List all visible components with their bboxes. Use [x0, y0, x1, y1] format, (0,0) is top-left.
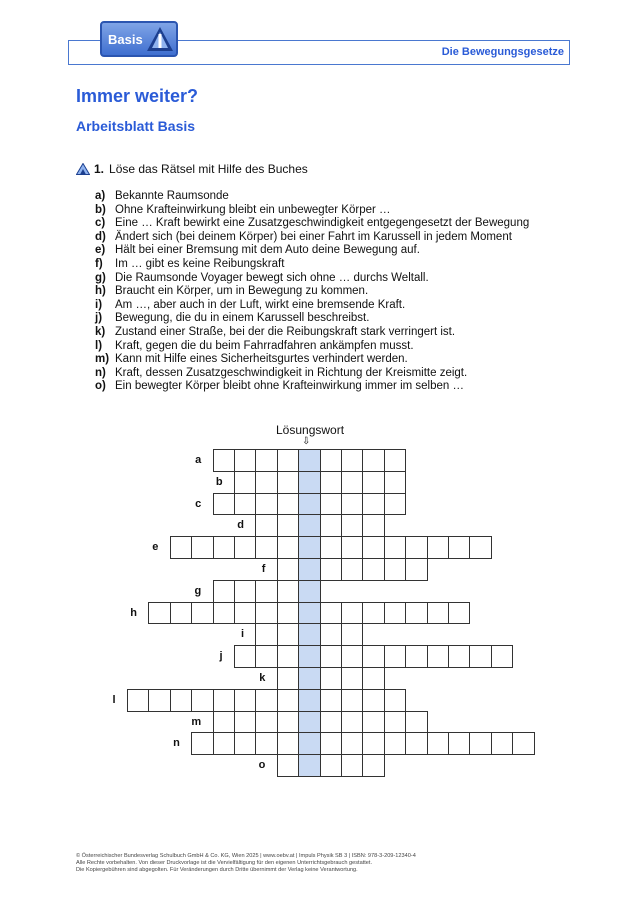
- crossword-cell[interactable]: [384, 711, 406, 734]
- crossword-cell[interactable]: [405, 645, 427, 668]
- triangle-logo-icon: [146, 26, 174, 52]
- clue-item: [95, 380, 529, 394]
- row-label: i: [240, 628, 244, 641]
- solution-cell[interactable]: [298, 493, 320, 516]
- clue-letter: k): [95, 325, 106, 338]
- crossword-cell[interactable]: [191, 689, 213, 712]
- solution-cell[interactable]: [298, 689, 320, 712]
- crossword-cell[interactable]: [448, 645, 470, 668]
- solution-cell[interactable]: [298, 754, 320, 777]
- crossword-cell[interactable]: [320, 623, 342, 646]
- crossword-cell[interactable]: [384, 449, 406, 472]
- arrow-down-icon: ⇩: [302, 436, 311, 447]
- crossword-cell[interactable]: [191, 732, 213, 755]
- clue-item: [95, 204, 529, 218]
- crossword-cell[interactable]: [362, 602, 384, 625]
- crossword-cell[interactable]: [277, 667, 299, 690]
- footer-line: Alle Rechte vorbehalten. Von dieser Druckvorlage ist die Vervielfältigung für den eigenen Unterrichtsgebrauch gestattet.: [76, 860, 373, 866]
- clue-letter: n): [95, 366, 106, 379]
- crossword-cell[interactable]: [277, 558, 299, 581]
- solution-cell[interactable]: [298, 536, 320, 559]
- clue-text: Ändert sich (bei deinem Körper) bei einer Fahrt im Karussell in jedem Moment: [115, 230, 512, 243]
- crossword-cell[interactable]: [320, 645, 342, 668]
- crossword-cell[interactable]: [427, 602, 449, 625]
- crossword-cell[interactable]: [255, 623, 277, 646]
- clue-text: Zustand einer Straße, bei der die Reibungskraft stark verringert ist.: [115, 325, 456, 338]
- crossword-cell[interactable]: [341, 732, 363, 755]
- footer: [76, 853, 416, 874]
- crossword-cell[interactable]: [255, 471, 277, 494]
- clue-item: [95, 217, 529, 231]
- clue-text: Ein bewegter Körper bleibt ohne Krafteinwirkung immer im selben …: [115, 380, 464, 393]
- clue-letter: b): [95, 203, 106, 216]
- solution-cell[interactable]: [298, 580, 320, 603]
- crossword-cell[interactable]: [320, 558, 342, 581]
- solution-cell[interactable]: [298, 471, 320, 494]
- crossword-cell[interactable]: [213, 580, 235, 603]
- crossword-cell[interactable]: [341, 754, 363, 777]
- crossword-cell[interactable]: [234, 602, 256, 625]
- solution-word-label: Lösungswort: [276, 423, 345, 437]
- crossword-cell[interactable]: [362, 558, 384, 581]
- crossword-cell[interactable]: [384, 493, 406, 516]
- row-label: m: [191, 715, 202, 728]
- crossword-cell[interactable]: [213, 732, 235, 755]
- crossword-cell[interactable]: [277, 754, 299, 777]
- page-subtitle: Arbeitsblatt Basis: [76, 118, 196, 134]
- clue-item: [95, 258, 529, 272]
- crossword-cell[interactable]: [320, 471, 342, 494]
- crossword-cell[interactable]: [277, 711, 299, 734]
- crossword-cell[interactable]: [255, 449, 277, 472]
- row-label: j: [219, 650, 223, 663]
- clue-item: [95, 190, 529, 204]
- crossword-cell[interactable]: [320, 536, 342, 559]
- crossword-cell[interactable]: [277, 514, 299, 537]
- crossword-cell[interactable]: [277, 689, 299, 712]
- crossword-cell[interactable]: [255, 602, 277, 625]
- crossword-cell[interactable]: [255, 711, 277, 734]
- clue-list: [95, 190, 529, 394]
- crossword-cell[interactable]: [234, 580, 256, 603]
- crossword-cell[interactable]: [234, 711, 256, 734]
- row-label: d: [237, 519, 244, 532]
- crossword-cell[interactable]: [320, 449, 342, 472]
- crossword-cell[interactable]: [234, 449, 256, 472]
- crossword-cell[interactable]: [320, 732, 342, 755]
- clue-letter: g): [95, 271, 106, 284]
- row-label: e: [152, 541, 159, 554]
- crossword-cell[interactable]: [384, 602, 406, 625]
- crossword-cell[interactable]: [341, 623, 363, 646]
- section-title: Die Bewegungsgesetze: [441, 46, 564, 58]
- crossword-cell[interactable]: [469, 536, 491, 559]
- clue-letter: a): [95, 190, 106, 202]
- clue-item: [95, 299, 529, 313]
- clue-letter: i): [95, 298, 103, 311]
- task-text: Löse das Rätsel mit Hilfe des Buches: [109, 162, 308, 176]
- clue-letter: e): [95, 244, 106, 257]
- row-label: k: [259, 672, 266, 684]
- crossword-cell[interactable]: [277, 623, 299, 646]
- row-label: l: [112, 693, 116, 706]
- crossword-cell[interactable]: [384, 645, 406, 668]
- crossword-cell[interactable]: [362, 645, 384, 668]
- crossword-cell[interactable]: [234, 645, 256, 668]
- crossword-cell[interactable]: [170, 689, 192, 712]
- solution-cell[interactable]: [298, 602, 320, 625]
- crossword-cell[interactable]: [469, 645, 491, 668]
- crossword-cell[interactable]: [234, 536, 256, 559]
- crossword-cell[interactable]: [320, 689, 342, 712]
- crossword-cell[interactable]: [213, 602, 235, 625]
- clue-letter: j): [95, 312, 103, 325]
- crossword-cell[interactable]: [341, 471, 363, 494]
- crossword-cell[interactable]: [320, 602, 342, 625]
- crossword-cell[interactable]: [427, 645, 449, 668]
- row-label: a: [195, 454, 202, 466]
- crossword-cell[interactable]: [127, 689, 149, 712]
- clue-item: [95, 312, 529, 326]
- crossword-cell[interactable]: [191, 536, 213, 559]
- crossword-cell[interactable]: [362, 514, 384, 537]
- crossword-cell[interactable]: [341, 711, 363, 734]
- crossword-cell[interactable]: [170, 602, 192, 625]
- crossword-cell[interactable]: [320, 754, 342, 777]
- clue-text: Die Raumsonde Voyager bewegt sich ohne … durchs Weltall.: [115, 271, 429, 284]
- clue-item: [95, 285, 529, 299]
- crossword-cell[interactable]: [341, 449, 363, 472]
- clue-letter: c): [95, 217, 106, 230]
- crossword-cell[interactable]: [362, 536, 384, 559]
- clue-text: Braucht ein Körper, um in Bewegung zu kommen.: [115, 285, 369, 298]
- clue-text: Am …, aber auch in der Luft, wirkt eine bremsende Kraft.: [115, 298, 406, 311]
- crossword-cell[interactable]: [362, 449, 384, 472]
- crossword-cell[interactable]: [234, 493, 256, 516]
- solution-cell[interactable]: [298, 514, 320, 537]
- clue-text: Kraft, gegen die du beim Fahrradfahren ankämpfen musst.: [115, 339, 414, 352]
- crossword-cell[interactable]: [384, 536, 406, 559]
- crossword-cell[interactable]: [341, 514, 363, 537]
- crossword-cell[interactable]: [234, 689, 256, 712]
- clue-item: [95, 340, 529, 354]
- crossword-cell[interactable]: [384, 471, 406, 494]
- clue-text: Im … gibt es keine Reibungskraft: [115, 257, 285, 270]
- crossword-cell[interactable]: [405, 732, 427, 755]
- clue-text: Ohne Krafteinwirkung bleibt ein unbewegter Körper …: [115, 203, 391, 216]
- solution-cell[interactable]: [298, 732, 320, 755]
- clue-item: [95, 272, 529, 286]
- crossword-cell[interactable]: [362, 689, 384, 712]
- crossword-cell[interactable]: [277, 493, 299, 516]
- basis-logo: [100, 21, 178, 57]
- clue-item: [95, 367, 529, 381]
- crossword-cell[interactable]: [341, 645, 363, 668]
- crossword-cell[interactable]: [341, 689, 363, 712]
- clue-letter: d): [95, 230, 106, 243]
- crossword-cell[interactable]: [405, 558, 427, 581]
- crossword-cell[interactable]: [427, 536, 449, 559]
- row-label: g: [194, 584, 202, 597]
- solution-cell[interactable]: [298, 645, 320, 668]
- crossword-cell[interactable]: [512, 732, 534, 755]
- crossword-cell[interactable]: [277, 580, 299, 603]
- clue-letter: h): [95, 285, 106, 298]
- crossword-cell[interactable]: [384, 689, 406, 712]
- crossword-cell[interactable]: [362, 471, 384, 494]
- footer-line: Die Kopiergebühren sind abgegolten. Für Veränderungen durch Dritte übernimmt der Verlag keine Verantwortung.: [76, 867, 358, 873]
- crossword-cell[interactable]: [362, 667, 384, 690]
- crossword-cell[interactable]: [362, 493, 384, 516]
- crossword-cell[interactable]: [148, 602, 170, 625]
- crossword-cell[interactable]: [320, 711, 342, 734]
- crossword-cell[interactable]: [255, 493, 277, 516]
- crossword-cell[interactable]: [491, 732, 513, 755]
- crossword-cell[interactable]: [213, 711, 235, 734]
- solution-cell[interactable]: [298, 711, 320, 734]
- crossword-cell[interactable]: [362, 711, 384, 734]
- row-label: n: [173, 737, 180, 750]
- solution-cell[interactable]: [298, 623, 320, 646]
- crossword-cell[interactable]: [320, 667, 342, 690]
- crossword-cell[interactable]: [362, 754, 384, 777]
- crossword-cell[interactable]: [362, 732, 384, 755]
- crossword-cell[interactable]: [341, 558, 363, 581]
- task-number: 1.: [94, 162, 105, 176]
- solution-cell[interactable]: [298, 558, 320, 581]
- clue-item: [95, 231, 529, 245]
- solution-cell[interactable]: [298, 449, 320, 472]
- crossword-cell[interactable]: [341, 493, 363, 516]
- clue-item: [95, 244, 529, 258]
- crossword-cell[interactable]: [277, 732, 299, 755]
- crossword-cell[interactable]: [384, 558, 406, 581]
- crossword-cell[interactable]: [405, 536, 427, 559]
- crossword-cell[interactable]: [148, 689, 170, 712]
- clue-letter: f): [95, 257, 103, 270]
- crossword-cell[interactable]: [170, 536, 192, 559]
- difficulty-triangle-icon: [76, 163, 90, 175]
- clue-text: Hält bei einer Bremsung mit dem Auto deine Bewegung auf.: [115, 244, 420, 257]
- task-heading: [76, 162, 308, 176]
- crossword-cell[interactable]: [213, 536, 235, 559]
- crossword-cell[interactable]: [213, 493, 235, 516]
- crossword-cell[interactable]: [405, 711, 427, 734]
- crossword-cell[interactable]: [255, 645, 277, 668]
- crossword-cell[interactable]: [469, 732, 491, 755]
- crossword-cell[interactable]: [405, 602, 427, 625]
- crossword-cell[interactable]: [234, 732, 256, 755]
- solution-cell[interactable]: [298, 667, 320, 690]
- clue-text: Kraft, dessen Zusatzgeschwindigkeit in Richtung der Kreismitte zeigt.: [115, 366, 468, 379]
- crossword-cell[interactable]: [277, 645, 299, 668]
- logo-text: Basis: [108, 32, 143, 47]
- clue-letter: o): [95, 380, 106, 393]
- crossword-cell[interactable]: [341, 602, 363, 625]
- clue-letter: l): [95, 339, 103, 352]
- crossword-cell[interactable]: [277, 471, 299, 494]
- crossword-cell[interactable]: [320, 514, 342, 537]
- clue-text: Bekannte Raumsonde: [115, 190, 229, 202]
- crossword-cell[interactable]: [320, 493, 342, 516]
- row-label: o: [258, 759, 266, 772]
- crossword-cell[interactable]: [255, 689, 277, 712]
- crossword-cell[interactable]: [448, 602, 470, 625]
- crossword-cell[interactable]: [341, 667, 363, 690]
- crossword-cell[interactable]: [341, 536, 363, 559]
- crossword-cell[interactable]: [191, 602, 213, 625]
- page-title: Immer weiter?: [76, 86, 199, 106]
- crossword-cell[interactable]: [255, 514, 277, 537]
- crossword-cell[interactable]: [448, 536, 470, 559]
- clue-text: Kann mit Hilfe eines Sicherheitsgurtes verhindert werden.: [115, 353, 408, 366]
- row-label: c: [195, 497, 202, 510]
- crossword-cell[interactable]: [448, 732, 470, 755]
- crossword-cell[interactable]: [427, 732, 449, 755]
- crossword-cell[interactable]: [255, 732, 277, 755]
- crossword-cell[interactable]: [491, 645, 513, 668]
- crossword-cell[interactable]: [384, 732, 406, 755]
- footer-line: © Österreichischer Bundesverlag Schulbuch GmbH & Co. KG, Wien 2025 | www.oebv.at | Impuls Physik SB 3 | ISBN: 978-3-209-12340-4: [76, 853, 416, 859]
- crossword-cell[interactable]: [234, 471, 256, 494]
- crossword-cell[interactable]: [213, 689, 235, 712]
- clue-letter: m): [95, 353, 110, 366]
- clue-item: [95, 326, 529, 340]
- crossword-cell[interactable]: [255, 580, 277, 603]
- crossword-cell[interactable]: [277, 536, 299, 559]
- row-label: f: [261, 563, 266, 575]
- clue-text: Eine … Kraft bewirkt eine Zusatzgeschwindigkeit entgegengesetzt der Bewegung: [115, 217, 530, 230]
- crossword-cell[interactable]: [213, 449, 235, 472]
- row-label: b: [215, 475, 223, 488]
- crossword-cell[interactable]: [277, 602, 299, 625]
- crossword-cell[interactable]: [255, 536, 277, 559]
- clue-item: [95, 353, 529, 367]
- clue-text: Bewegung, die du in einem Karussell beschreibst.: [115, 312, 370, 325]
- crossword-cell[interactable]: [277, 449, 299, 472]
- row-label: h: [130, 606, 137, 619]
